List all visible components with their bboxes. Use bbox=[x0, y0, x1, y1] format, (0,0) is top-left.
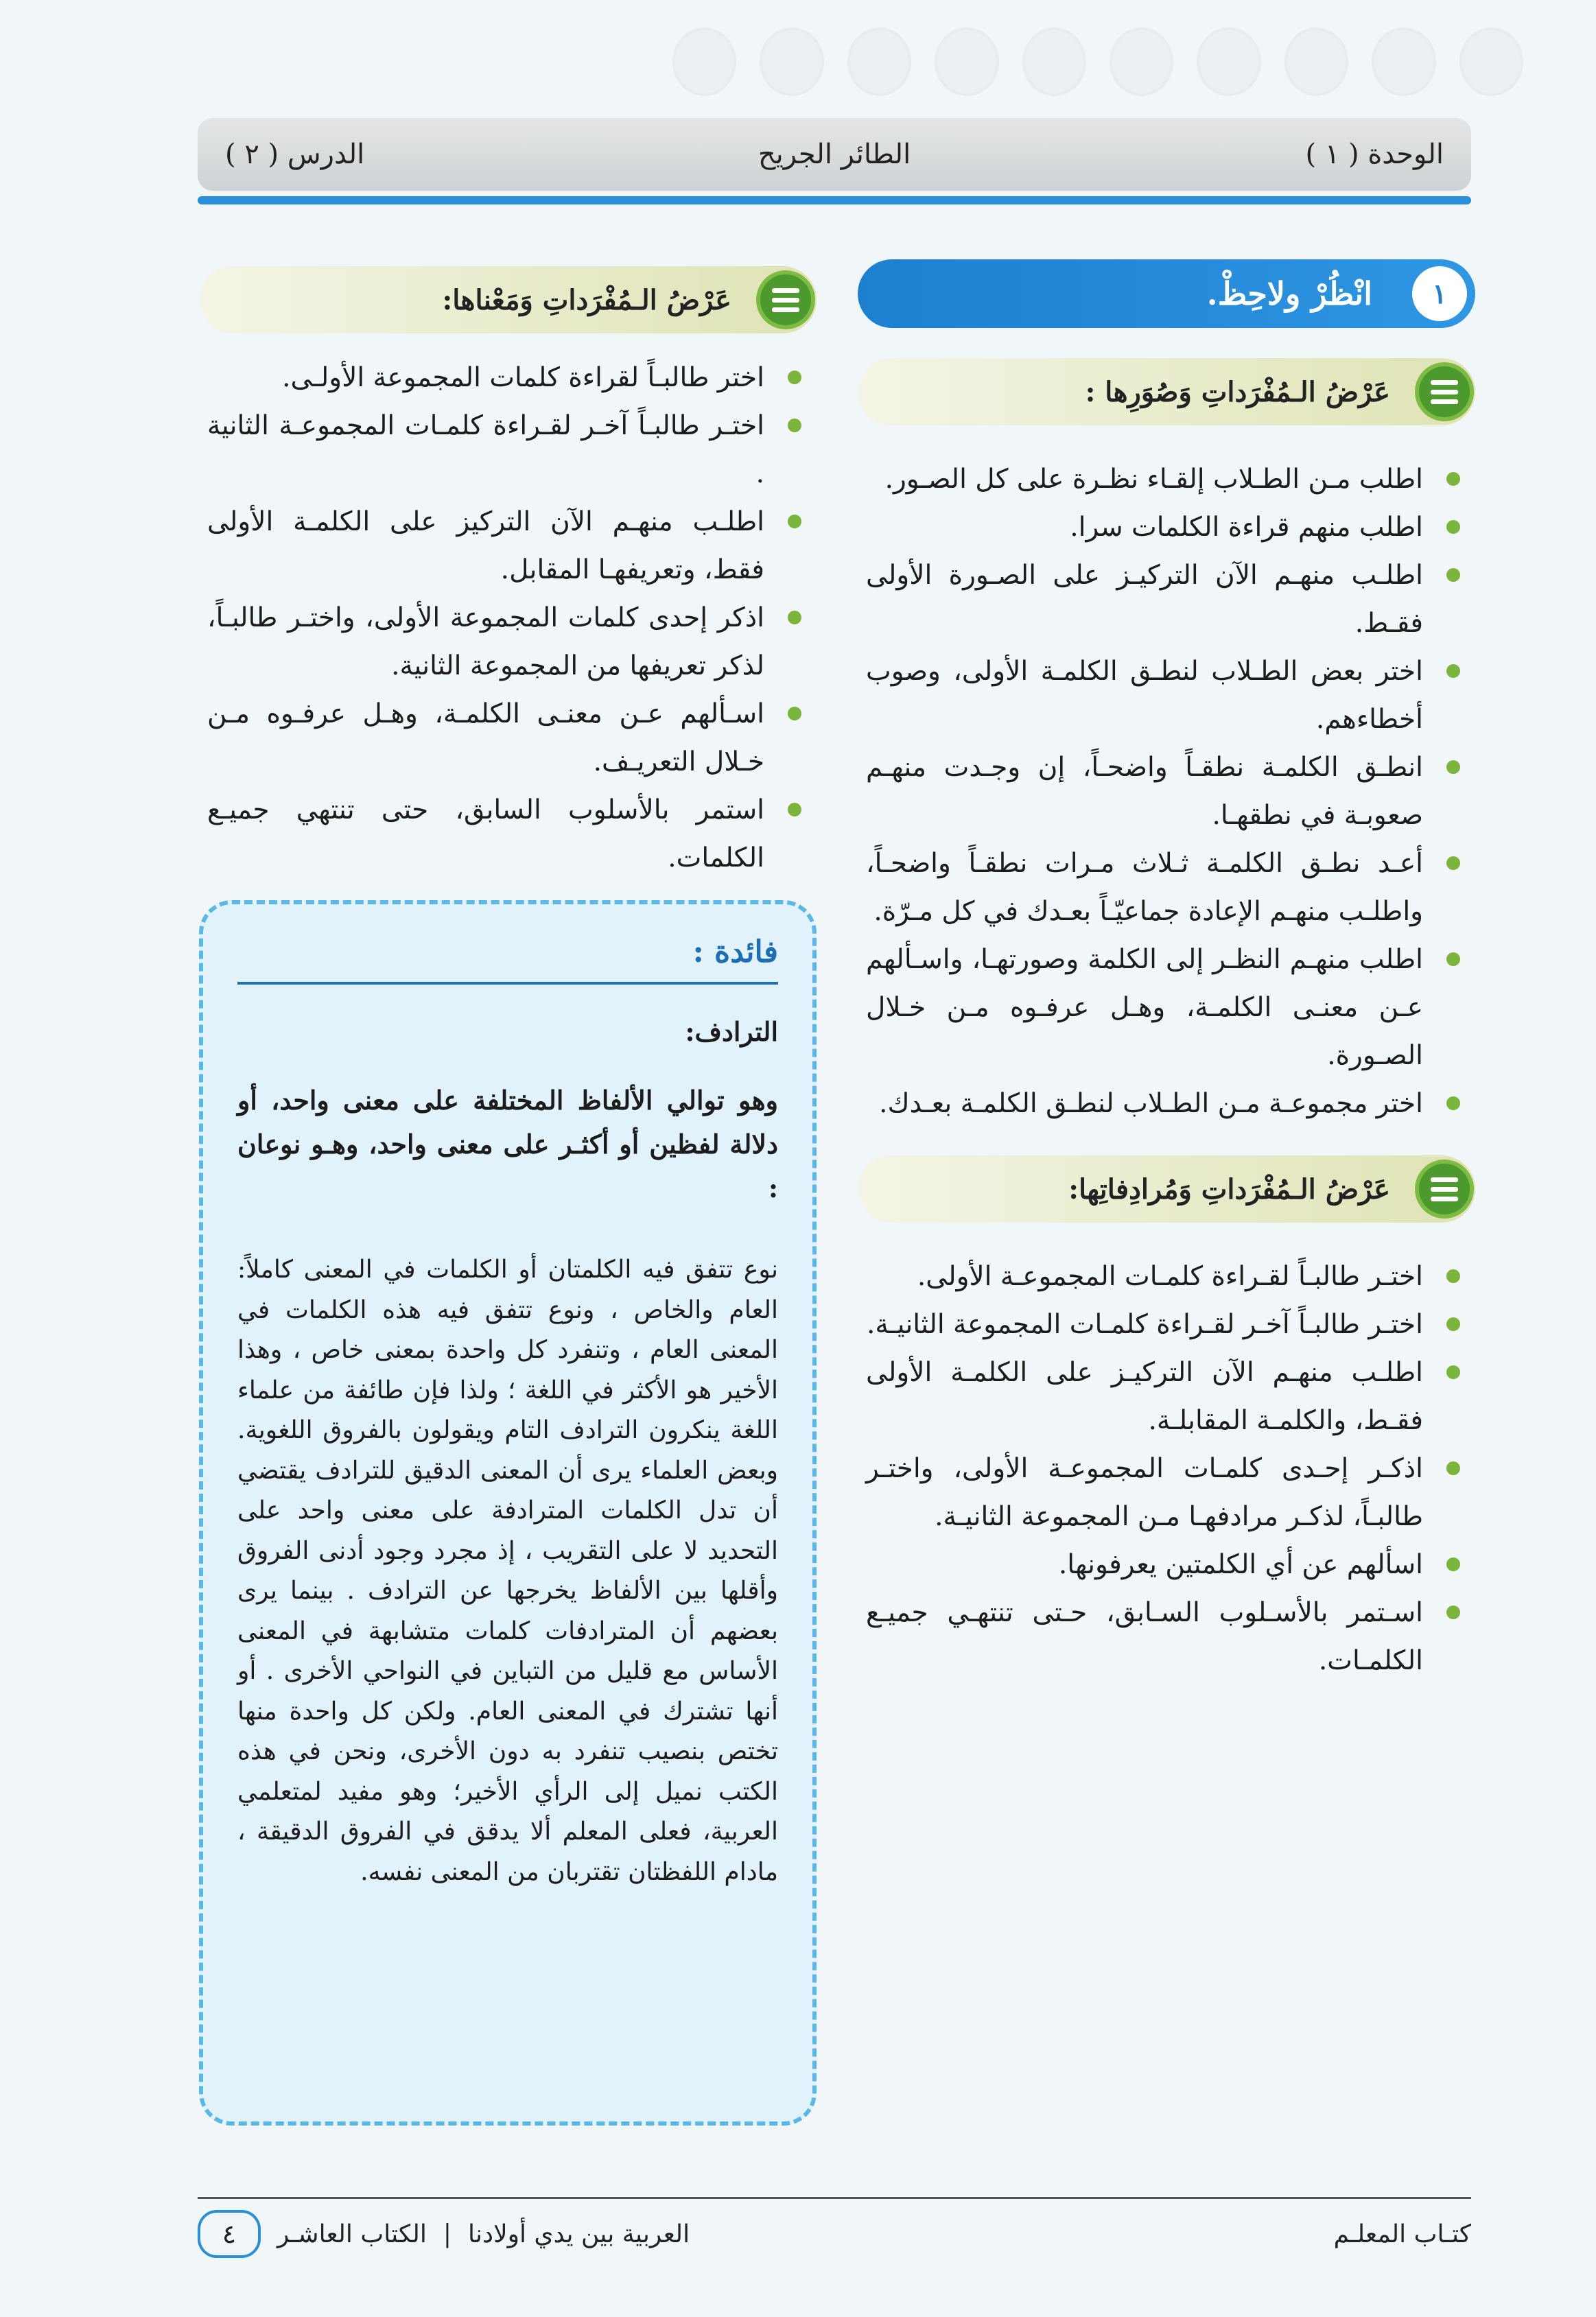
footer-divider bbox=[198, 2197, 1471, 2199]
page-footer bbox=[198, 2207, 1471, 2261]
bullet-icon bbox=[788, 803, 801, 816]
info-box-definition: وهو توالي الألفاظ المختلفة على معنى واحد، أو دلالة لفظين أو أكثـر على معنى واحد، وهـو نوعان : bbox=[237, 1085, 778, 1203]
section-title: عَرْضُ الـمُفْرَداتِ وَمُرادِفاتِها: bbox=[1068, 1173, 1390, 1205]
bullet-icon bbox=[1446, 1461, 1460, 1475]
right-column bbox=[858, 259, 1475, 1713]
list-item: اسألهم عن أي الكلمتين يعرفونها. bbox=[858, 1541, 1475, 1589]
footer-separator: | bbox=[443, 2220, 452, 2248]
bullet-icon bbox=[788, 371, 801, 384]
bullet-icon bbox=[788, 419, 801, 432]
header-divider bbox=[198, 196, 1471, 204]
section-banner-vocab-synonyms bbox=[858, 1155, 1475, 1223]
list-item: اذكـر إحـدى كلمـات المجموعـة الأولى، واختـر طالبـاً، لذكـر مرادفهـا مـن المجموعة الثانيـة. bbox=[858, 1445, 1475, 1541]
bullet-icon bbox=[1446, 760, 1460, 774]
list-item: اطلب منهم قراءة الكلمات سرا. bbox=[858, 504, 1475, 552]
bullet-icon bbox=[1446, 1365, 1460, 1379]
page-number: ٤ bbox=[198, 2210, 261, 2258]
info-box-title: فائدة : bbox=[237, 934, 778, 985]
info-box-body: نوع تتفق فيه الكلمتان أو الكلمات في المعنى كاملاً: العام والخاص ، ونوع تتفق فيه هذه الكلمات في المعنى العام ، وتنفرد كل واحدة بمعنى خاص ، وهذا الأخير هو الأكثر في اللغة ؛ ولذا فإن طائفة من علماء اللغة ينكرون الترادف التام ويقولون بالفروق اللغوية. وبعض العلماء يرى أن المعنى الدقيق للترادف يقتضي أن تدل الكلمات المترادفة على معنى واحد على التحديد لا على التقريب ، إذ مجرد وجود أدنى الفروق وأقلها بين الألفاظ يخرجها عن الترادف . بينما يرى بعضهم أن المترادفات كلمات متشابهة في المعنى الأساس مع قليل من التباين في النواحي الأخرى . أو أنها تشترك في المعنى العام. ولكن كل واحدة منها تختص بنصيب تنفرد به دون الأخرى، ونحن في هذه الكتب نميل إلى الرأي الأخير؛ وهو مفيد لمتعلمي العربية، فعلى المعلم ألا يدقق في الفروق الدقيقة ، مادام اللفظتان تقتربان من المعنى نفسه. bbox=[237, 1256, 778, 1886]
bullet-icon bbox=[1446, 1557, 1460, 1571]
bullet-icon bbox=[788, 611, 801, 624]
list-item: اطلـب منهـم الآن التركيـز على الصـورة الأولى فقـط. bbox=[858, 552, 1475, 648]
section-title: عَرْضُ الـمُفْرَداتِ وَمَعْناها: bbox=[442, 283, 731, 316]
list-item: اختـر طالبـاً آخـر لقـراءة كلمـات المجموعة الثانيـة. bbox=[858, 1301, 1475, 1349]
list-item: اطلب مـن الطـلاب إلقـاء نظـرة على كل الصـور. bbox=[858, 456, 1475, 504]
bullet-icon bbox=[1446, 664, 1460, 678]
unit-label: الوحدة ( ١ ) bbox=[1305, 139, 1444, 170]
bullet-icon bbox=[1446, 856, 1460, 870]
list-item: اختر طالبـاً لقراءة كلمات المجموعة الأولـى. bbox=[199, 354, 817, 402]
bullet-icon bbox=[788, 707, 801, 720]
bullet-icon bbox=[1446, 568, 1460, 582]
section-banner-vocab-meanings bbox=[199, 266, 817, 333]
instruction-list bbox=[199, 354, 817, 882]
list-icon bbox=[756, 270, 815, 329]
list-item: اختر بعض الطـلاب لنطـق الكلمـة الأولى، وصوب أخطاءهم. bbox=[858, 648, 1475, 744]
bullet-icon bbox=[1446, 952, 1460, 966]
info-box-subtitle: الترادف: bbox=[685, 1016, 778, 1047]
bullet-icon bbox=[1446, 1606, 1460, 1619]
list-item: استمر بالأسلوب السابق، حتى تنتهي جميـع الكلمات. bbox=[199, 786, 817, 882]
list-item: اسـألهم عـن معنـى الكلمـة، وهـل عرفـوه مـن خـلال التعريـف. bbox=[199, 690, 817, 786]
footer-teacher-book: كتـاب المعلـم bbox=[1333, 2220, 1471, 2248]
footer-book-part: الكتاب العاشـر bbox=[277, 2220, 427, 2248]
bullet-icon bbox=[1446, 1096, 1460, 1110]
list-item: اطلب منهـم النظـر إلى الكلمة وصورتهـا، واسـألهم عـن معنـى الكلمـة، وهـل عرفـوه مـن خـلال الصـورة. bbox=[858, 936, 1475, 1080]
instruction-list bbox=[858, 1253, 1475, 1685]
list-icon bbox=[1415, 1160, 1474, 1219]
bullet-icon bbox=[1446, 472, 1460, 486]
lesson-title: الطائر الجريح bbox=[758, 139, 911, 170]
list-item: اختـر طالبـاً آخـر لقـراءة كلمـات المجموعـة الثانية . bbox=[199, 402, 817, 498]
list-item: اذكر إحدى كلمات المجموعة الأولى، واختـر طالبـاً، لذكر تعريفها من المجموعة الثانية. bbox=[199, 594, 817, 690]
list-item: اختر مجموعـة مـن الطـلاب لنطـق الكلمـة بعـدك. bbox=[858, 1080, 1475, 1128]
section-number: ١ bbox=[1412, 266, 1467, 321]
list-item: اطلـب منهـم الآن التركيز على الكلمـة الأولى فقط، وتعريفهـا المقابل. bbox=[199, 498, 817, 594]
lesson-label: الدرس ( ٢ ) bbox=[225, 139, 365, 170]
section-title: عَرْضُ الـمُفْرَداتِ وَصُوَرِها : bbox=[1085, 375, 1390, 408]
main-section-banner bbox=[858, 259, 1475, 328]
instruction-list bbox=[858, 456, 1475, 1128]
bullet-icon bbox=[1446, 1269, 1460, 1283]
decorative-number-bubbles bbox=[672, 27, 1523, 103]
list-item: اطلـب منهـم الآن التركيـز على الكلمـة الأولى فقـط، والكلمـة المقابلـة. bbox=[858, 1349, 1475, 1445]
list-item: اسـتمر بالأسـلوب السـابق، حـتى تنتهـي جميـع الكلمـات. bbox=[858, 1589, 1475, 1685]
list-item: انطـق الكلمـة نطقـاً واضحـاً، إن وجـدت منهـم صعوبـة في نطقهـا. bbox=[858, 744, 1475, 840]
section-banner-vocab-images bbox=[858, 358, 1475, 425]
footer-book-title: العربية بين يدي أولادنا bbox=[468, 2220, 690, 2248]
bullet-icon bbox=[1446, 520, 1460, 534]
info-box-tip bbox=[199, 900, 817, 2126]
list-item: اختـر طالبـاً لقـراءة كلمـات المجموعـة الأولى. bbox=[858, 1253, 1475, 1301]
main-section-title: انْظُرْ ولاحِظْ. bbox=[1206, 275, 1372, 312]
footer-book-info bbox=[198, 2210, 690, 2258]
left-column bbox=[199, 266, 817, 910]
page-header bbox=[198, 118, 1471, 191]
list-icon bbox=[1415, 362, 1474, 421]
bullet-icon bbox=[1446, 1317, 1460, 1331]
list-item: أعـد نطـق الكلمـة ثـلاث مـرات نطقـاً واضحـاً، واطلـب منهـم الإعادة جماعيّـاً بعـدك في كل مـرّة. bbox=[858, 840, 1475, 936]
bullet-icon bbox=[788, 515, 801, 528]
